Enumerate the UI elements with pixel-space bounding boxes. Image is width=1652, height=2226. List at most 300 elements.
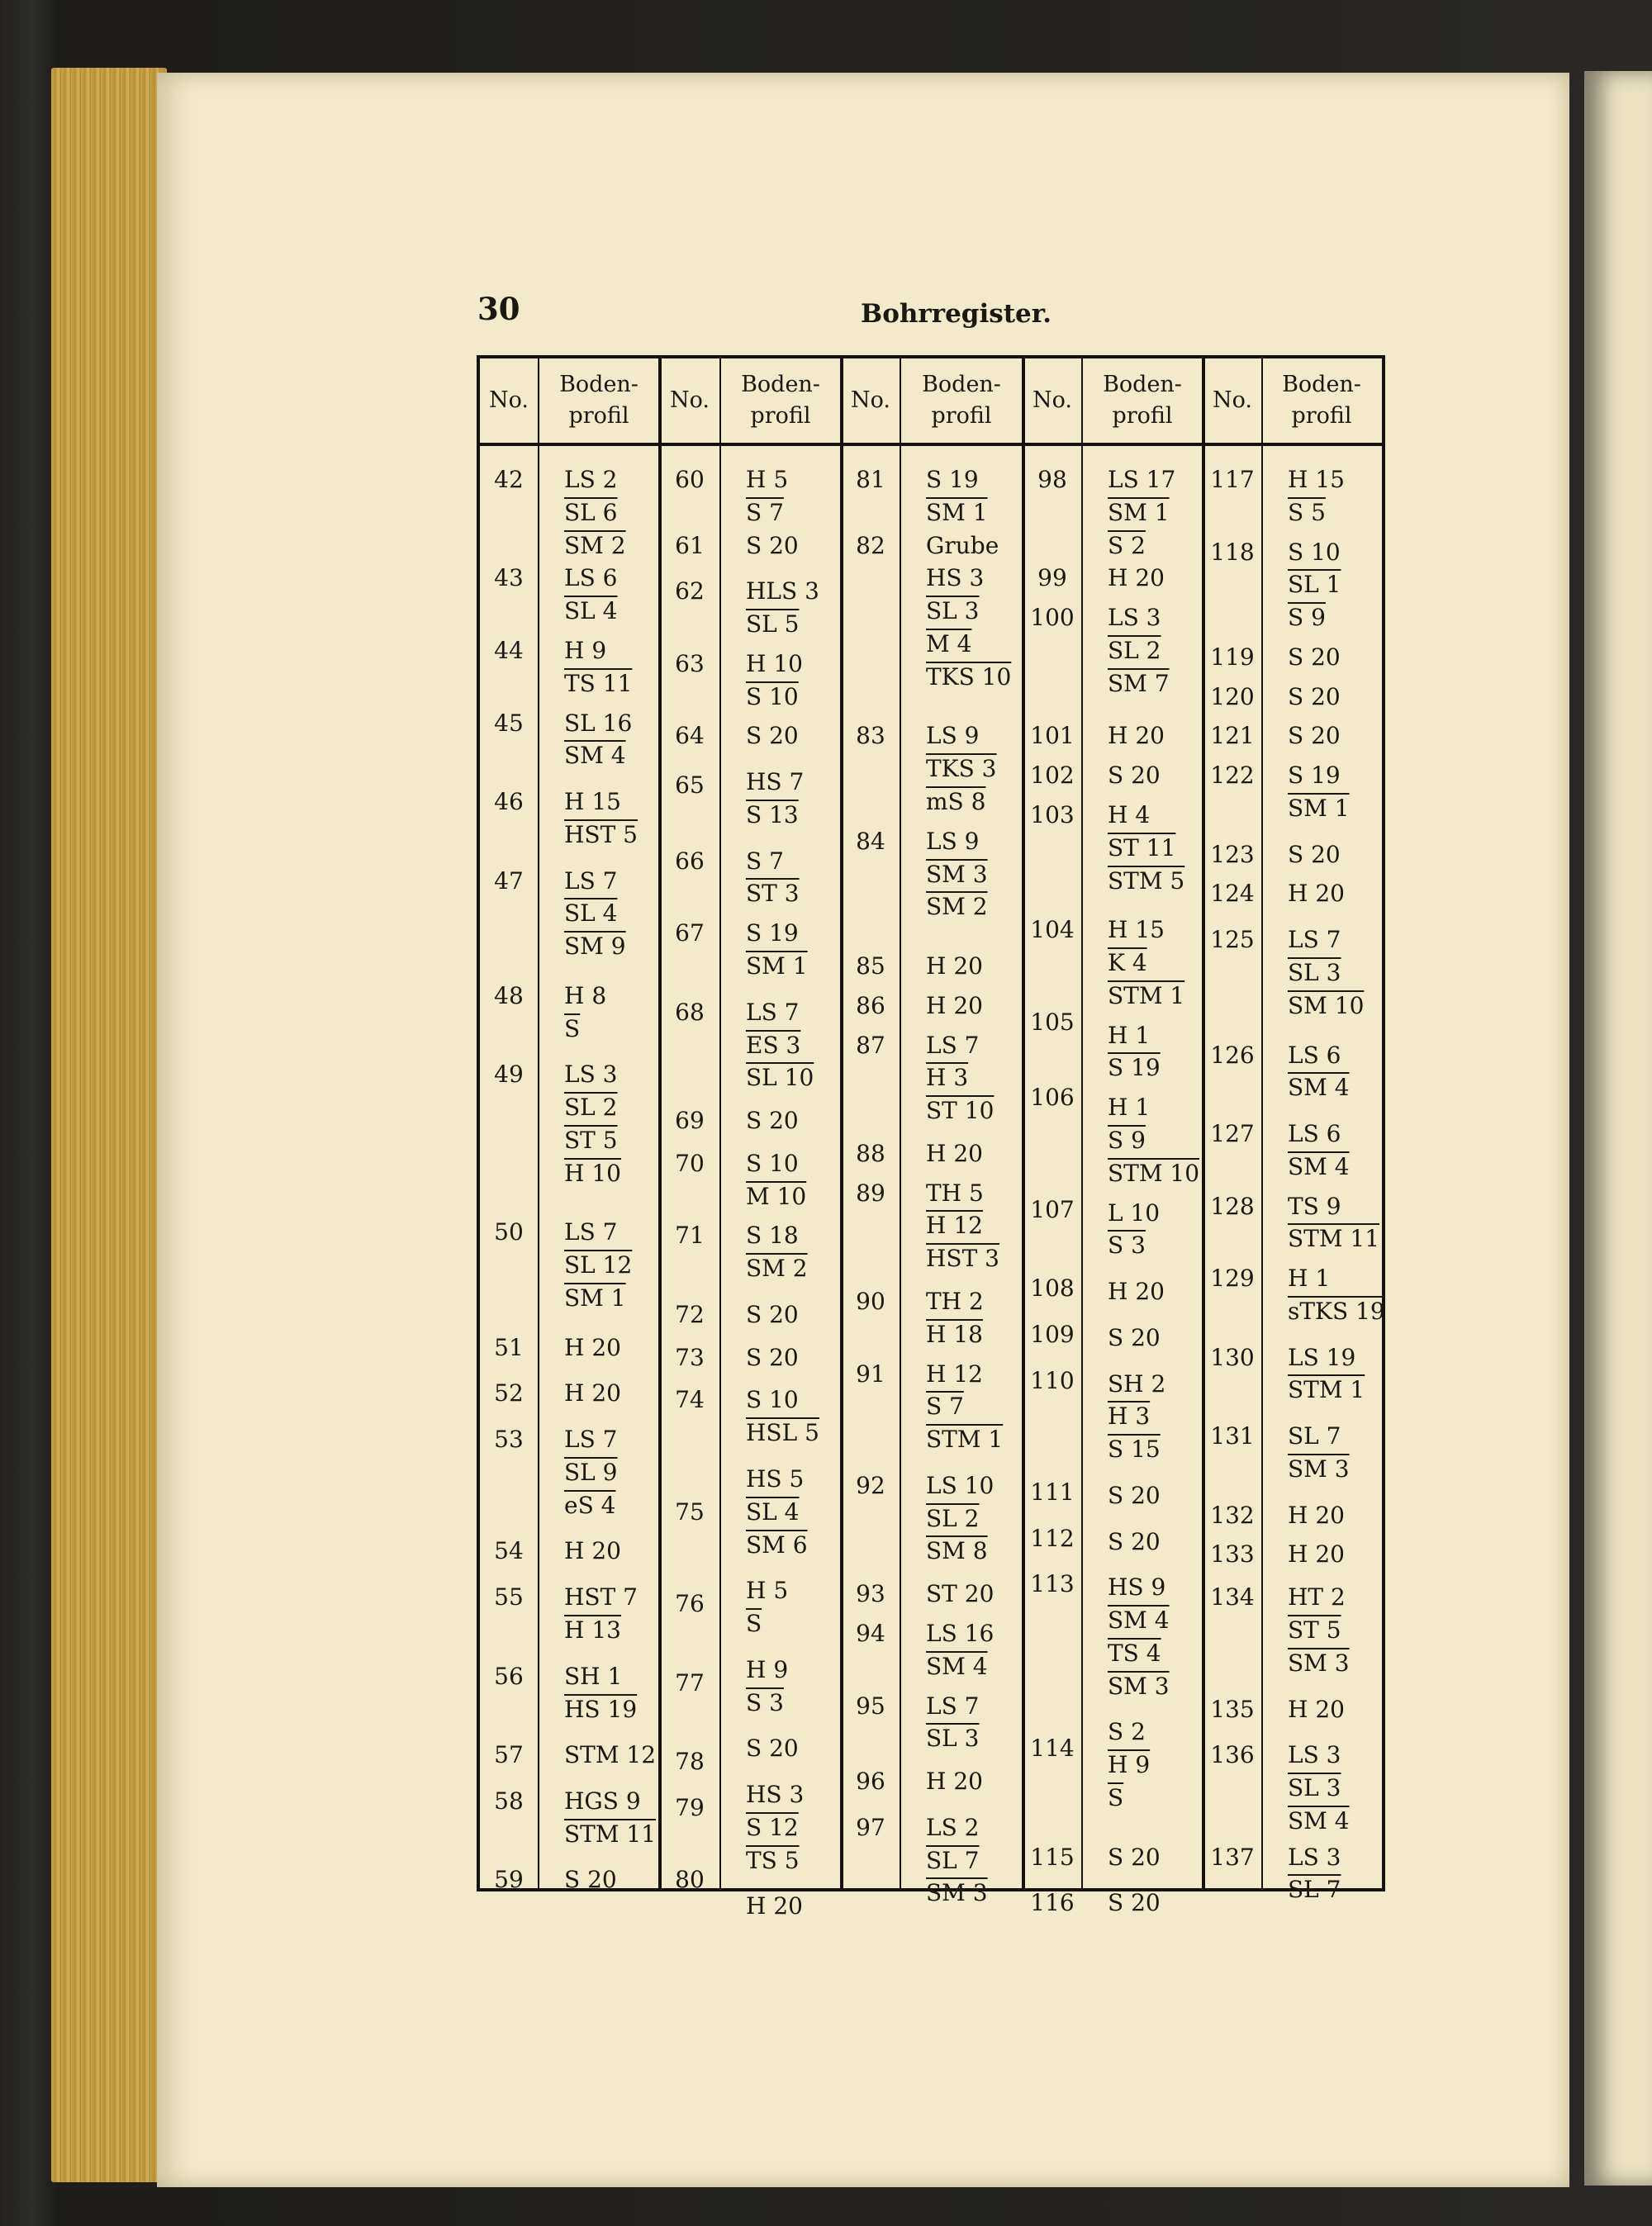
soil-profile-entry: LS 3 (1108, 604, 1161, 632)
soil-profile-entry: S 10 (1288, 538, 1341, 566)
soil-profile-entry: H 10 (564, 1159, 621, 1187)
soil-profile-entry: H 5 (746, 1577, 789, 1605)
soil-profile-entry: TH 5 (926, 1179, 984, 1207)
soil-profile-entry: LS 2 (926, 1813, 980, 1841)
soil-profile-entry: M 10 (746, 1182, 807, 1210)
header-bodenprofil: Boden- profil (1103, 372, 1182, 429)
boring-number: 71 (675, 1222, 705, 1250)
soil-profile-entry: STM 11 (1288, 1225, 1380, 1253)
soil-profile-entry: H 20 (926, 991, 983, 1019)
boring-number: 68 (675, 998, 705, 1026)
header-rule (480, 443, 1382, 446)
soil-profile-entry: HS 9 (1108, 1573, 1166, 1602)
soil-profile-entry: ST 3 (746, 880, 800, 908)
boring-number: 70 (675, 1149, 705, 1177)
soil-profile-entry: SM 4 (1288, 1806, 1350, 1834)
soil-profile-entry: LS 6 (1288, 1041, 1341, 1069)
soil-profile-entry: M 4 (926, 630, 972, 657)
column-rule (1081, 358, 1083, 1888)
boring-number: 96 (856, 1768, 885, 1796)
soil-profile-entry: SM 10 (1288, 991, 1365, 1019)
boring-number: 82 (856, 531, 885, 559)
soil-profile-entry: TS 11 (564, 669, 633, 697)
soil-profile-entry: SL 10 (746, 1064, 814, 1092)
soil-profile-entry: LS 7 (926, 1692, 980, 1720)
boring-number: 50 (494, 1218, 524, 1246)
soil-profile-entry: S 7 (746, 847, 784, 875)
soil-profile-entry: LS 9 (926, 827, 980, 855)
soil-profile-entry: S 20 (1288, 643, 1341, 671)
boring-number: 49 (494, 1061, 524, 1089)
soil-profile-entry: LS 19 (1288, 1343, 1356, 1371)
soil-profile-entry: H 20 (1108, 722, 1165, 750)
boring-number: 135 (1210, 1695, 1255, 1723)
soil-profile-entry: SM 1 (926, 498, 988, 526)
soil-profile-entry: SM 1 (1108, 498, 1170, 526)
boring-number: 121 (1210, 722, 1255, 750)
boring-number: 48 (494, 981, 524, 1009)
boring-number: 102 (1030, 762, 1075, 790)
soil-profile-entry: HS 3 (926, 564, 985, 592)
soil-profile-entry: S 3 (746, 1688, 784, 1716)
soil-profile-entry: S 10 (746, 1386, 799, 1414)
soil-profile-entry: H 20 (746, 1892, 803, 1920)
boring-number: 93 (856, 1580, 885, 1608)
header-bodenprofil: Boden- profil (922, 372, 1001, 429)
column-rule (900, 358, 901, 1888)
soil-profile-entry: S 19 (1288, 762, 1341, 790)
soil-profile-entry: S 19 (1108, 1054, 1161, 1082)
boring-number: 126 (1210, 1041, 1255, 1069)
soil-profile-entry: LS 7 (926, 1031, 980, 1059)
boring-number: 55 (494, 1583, 524, 1611)
soil-profile-entry: LS 6 (564, 564, 618, 592)
soil-profile-entry: S 10 (746, 682, 799, 710)
boring-number: 107 (1030, 1195, 1075, 1223)
soil-profile-entry: $\overline{S}$ (1108, 1783, 1124, 1811)
soil-profile-entry: ST 10 (926, 1097, 995, 1125)
soil-profile-entry: SM 1 (746, 952, 808, 980)
soil-profile-entry: S 5 (1288, 498, 1326, 526)
soil-profile-entry: H 20 (926, 1139, 983, 1167)
boring-number: 122 (1210, 762, 1255, 790)
soil-profile-entry: LS 16 (926, 1619, 995, 1647)
soil-profile-entry: SL 1 (1288, 571, 1341, 599)
soil-profile-entry: S 7 (926, 1393, 964, 1421)
soil-profile-entry: SM 3 (926, 860, 988, 888)
soil-profile-entry: SL 3 (1288, 1774, 1341, 1802)
boring-number: 75 (675, 1497, 705, 1526)
soil-profile-entry: SL 3 (926, 1725, 980, 1753)
soil-profile-entry: S 20 (1108, 1889, 1161, 1917)
soil-profile-entry: S 20 (746, 722, 799, 750)
soil-profile-entry: H 20 (926, 1768, 983, 1796)
boring-number: 67 (675, 919, 705, 947)
boring-number: 42 (494, 466, 524, 493)
boring-number: 60 (675, 466, 705, 493)
soil-profile-entry: H 20 (564, 1537, 621, 1565)
soil-profile-entry: S 20 (746, 1343, 799, 1371)
boring-number: 85 (856, 952, 885, 980)
soil-profile-entry: LS 2 (564, 466, 618, 493)
soil-profile-entry: S 20 (1108, 1481, 1161, 1509)
soil-profile-entry: ST 20 (926, 1580, 995, 1608)
soil-profile-entry: ST 5 (1288, 1616, 1341, 1644)
soil-profile-entry: TS 5 (746, 1846, 800, 1874)
boring-number: 130 (1210, 1343, 1255, 1371)
soil-profile-entry: S 18 (746, 1222, 799, 1250)
soil-profile-entry: SM 1 (1288, 795, 1350, 822)
soil-profile-entry: SM 4 (1288, 1152, 1350, 1180)
soil-profile-entry: H 20 (1288, 880, 1345, 908)
boring-number: 73 (675, 1343, 705, 1371)
boring-number: 65 (675, 771, 705, 800)
boring-number: 74 (675, 1386, 705, 1414)
header-no: No. (670, 387, 710, 414)
soil-profile-entry: H 15 (1288, 466, 1345, 493)
soil-profile-entry: H 15 (1108, 916, 1165, 944)
boring-number: 136 (1210, 1741, 1255, 1769)
soil-profile-entry: LS 10 (926, 1471, 995, 1499)
boring-number: 94 (856, 1619, 885, 1647)
running-head: Bohrregister. (861, 299, 1052, 329)
soil-profile-entry: SL 9 (564, 1458, 618, 1486)
soil-profile-entry: S 20 (1108, 762, 1161, 790)
soil-profile-entry: SM 4 (1108, 1607, 1170, 1635)
soil-profile-entry: HST 5 (564, 820, 638, 848)
soil-profile-entry: SM 6 (746, 1531, 808, 1559)
boring-number: 59 (494, 1866, 524, 1894)
boring-number: 80 (675, 1866, 705, 1894)
soil-profile-entry: SM 4 (1288, 1074, 1350, 1102)
soil-profile-entry: LS 7 (564, 1218, 618, 1246)
soil-profile-entry: S 20 (746, 1107, 799, 1135)
boring-number: 132 (1210, 1501, 1255, 1529)
soil-profile-entry: TKS 10 (926, 662, 1012, 691)
soil-profile-entry: S 20 (564, 1866, 617, 1894)
bohrregister-table (477, 355, 1385, 1920)
soil-profile-entry: SL 2 (926, 1504, 980, 1532)
page-number: 30 (477, 291, 520, 327)
boring-number: 69 (675, 1107, 705, 1135)
soil-profile-entry: HS 3 (746, 1781, 805, 1808)
soil-profile-entry: H 3 (926, 1064, 969, 1092)
boring-number: 118 (1210, 538, 1255, 566)
soil-profile-entry: H 20 (564, 1379, 621, 1407)
boring-number: 125 (1210, 926, 1255, 954)
boring-number: 106 (1030, 1084, 1075, 1112)
soil-profile-entry: H 10 (746, 649, 803, 677)
soil-profile-entry: S 3 (1108, 1232, 1146, 1260)
boring-number: 64 (675, 722, 705, 750)
soil-profile-entry: HGS 9 (564, 1787, 641, 1815)
boring-number: 111 (1030, 1478, 1075, 1506)
soil-profile-entry: SM 4 (564, 742, 626, 770)
soil-profile-entry: SL 6 (564, 498, 618, 526)
soil-profile-entry: mS 8 (926, 788, 986, 816)
soil-profile-entry: S 19 (746, 919, 799, 947)
soil-profile-entry: LS 7 (1288, 926, 1341, 954)
soil-profile-entry: ST 11 (1108, 833, 1176, 861)
soil-profile-entry: $\overline{S}$ (746, 1610, 762, 1638)
soil-profile-entry: SL 4 (564, 899, 618, 928)
boring-number: 100 (1030, 604, 1075, 632)
soil-profile-entry: S 2 (1108, 1718, 1146, 1746)
header-bodenprofil: Boden- profil (559, 372, 638, 429)
boring-number: 127 (1210, 1120, 1255, 1148)
soil-profile-entry: STM 1 (1288, 1376, 1365, 1404)
soil-profile-entry: H 9 (564, 636, 607, 664)
soil-profile-entry: STM 1 (1108, 981, 1185, 1009)
boring-number: 108 (1030, 1274, 1075, 1303)
boring-number: 129 (1210, 1265, 1255, 1293)
soil-profile-entry: H 20 (1108, 1278, 1165, 1306)
boring-number: 98 (1037, 466, 1067, 493)
boring-number: 112 (1030, 1524, 1075, 1552)
boring-number: 114 (1030, 1735, 1075, 1763)
soil-profile-entry: TH 2 (926, 1288, 984, 1315)
boring-number: 124 (1210, 880, 1255, 908)
soil-profile-entry: TKS 3 (926, 755, 997, 783)
soil-profile-entry: H 1 (1288, 1265, 1331, 1293)
soil-profile-entry: LS 3 (564, 1061, 618, 1089)
soil-profile-entry: SL 5 (746, 610, 800, 638)
soil-profile-entry: HSL 5 (746, 1419, 819, 1447)
soil-profile-entry: SL 7 (1288, 1422, 1341, 1450)
facing-page-edge (1584, 71, 1652, 2186)
soil-profile-entry: SL 7 (926, 1846, 980, 1874)
boring-number: 117 (1210, 466, 1255, 493)
soil-profile-entry: STM 11 (564, 1820, 657, 1848)
soil-profile-entry: H 15 (564, 788, 621, 816)
boring-number: 123 (1210, 840, 1255, 868)
soil-profile-entry: S 9 (1288, 604, 1326, 632)
soil-profile-entry: HLS 3 (746, 577, 819, 605)
soil-profile-entry: STM 5 (1108, 866, 1185, 895)
soil-profile-entry: LS 7 (564, 866, 618, 895)
boring-number: 77 (675, 1668, 705, 1697)
soil-profile-entry: HST 7 (564, 1583, 638, 1611)
boring-number: 58 (494, 1787, 524, 1815)
soil-profile-entry: HST 3 (926, 1245, 999, 1273)
soil-profile-entry: LS 3 (1288, 1741, 1341, 1769)
soil-profile-entry: H 3 (1108, 1403, 1151, 1431)
boring-number: 133 (1210, 1540, 1255, 1569)
soil-profile-entry: SL 4 (746, 1497, 800, 1526)
boring-number: 63 (675, 649, 705, 677)
soil-profile-entry: SL 4 (564, 597, 618, 625)
soil-profile-entry: SM 7 (1108, 669, 1170, 697)
soil-profile-entry: S 12 (746, 1813, 799, 1841)
boring-number: 51 (494, 1333, 524, 1361)
soil-profile-entry: SH 2 (1108, 1369, 1166, 1398)
boring-number: 43 (494, 564, 524, 592)
boring-number: 66 (675, 847, 705, 875)
soil-profile-entry: TS 4 (1108, 1639, 1161, 1667)
soil-profile-entry: S 20 (746, 531, 799, 559)
soil-profile-entry: S 20 (1108, 1843, 1161, 1871)
soil-profile-entry: SM 3 (926, 1879, 988, 1907)
boring-number: 115 (1030, 1843, 1075, 1871)
soil-profile-entry: S 15 (1108, 1436, 1161, 1464)
boring-number: 90 (856, 1288, 885, 1315)
column-rule (1261, 358, 1263, 1888)
boring-number: 92 (856, 1471, 885, 1499)
soil-profile-entry: HS 19 (564, 1695, 638, 1723)
boring-number: 81 (856, 466, 885, 493)
soil-profile-entry: TS 9 (1288, 1192, 1341, 1220)
header-bodenprofil: Boden- profil (1282, 372, 1361, 429)
boring-number: 52 (494, 1379, 524, 1407)
soil-profile-entry: ST 5 (564, 1126, 618, 1154)
boring-number: 131 (1210, 1422, 1255, 1450)
soil-profile-entry: SL 16 (564, 709, 633, 737)
boring-number: 47 (494, 866, 524, 895)
boring-number: 57 (494, 1741, 524, 1769)
soil-profile-entry: SL 7 (1288, 1876, 1341, 1904)
soil-profile-entry: S 7 (746, 498, 784, 526)
page-edges (51, 68, 167, 2182)
soil-profile-entry: S 9 (1108, 1126, 1146, 1154)
boring-number: 88 (856, 1139, 885, 1167)
soil-profile-entry: H 8 (564, 981, 607, 1009)
boring-number: 97 (856, 1813, 885, 1841)
soil-profile-entry: H 5 (746, 466, 789, 493)
soil-profile-entry: S 20 (1108, 1527, 1161, 1555)
boring-number: 101 (1030, 722, 1075, 750)
boring-number: 83 (856, 722, 885, 750)
soil-profile-entry: STM 1 (926, 1426, 1004, 1454)
column-rule (538, 358, 539, 1888)
soil-profile-entry: HT 2 (1288, 1583, 1346, 1611)
soil-profile-entry: SM 2 (926, 893, 988, 921)
soil-profile-entry: S 20 (1288, 722, 1341, 750)
boring-number: 53 (494, 1426, 524, 1454)
soil-profile-entry: STM 10 (1108, 1159, 1200, 1187)
soil-profile-entry: H 18 (926, 1320, 983, 1348)
boring-number: 91 (856, 1360, 885, 1388)
boring-number: 79 (675, 1793, 705, 1821)
soil-profile-entry: H 13 (564, 1616, 621, 1644)
soil-profile-entry: STM 12 (564, 1741, 657, 1769)
boring-number: 99 (1037, 564, 1067, 592)
boring-number: 95 (856, 1692, 885, 1720)
header-no: No. (1032, 387, 1072, 414)
boring-number: 113 (1030, 1570, 1075, 1598)
soil-profile-entry: K 4 (1108, 949, 1147, 977)
soil-profile-entry: SL 12 (564, 1251, 633, 1279)
soil-profile-entry: S 2 (1108, 531, 1146, 559)
header-no: No. (1213, 387, 1252, 414)
boring-number: 78 (675, 1748, 705, 1776)
group-rule (840, 358, 843, 1888)
soil-profile-entry: $\overline{S}$ (564, 1014, 581, 1042)
soil-profile-entry: Grube (926, 531, 999, 559)
soil-profile-entry: S 20 (1288, 682, 1341, 710)
soil-profile-entry: LS 7 (746, 998, 800, 1026)
boring-number: 89 (856, 1179, 885, 1207)
boring-number: 62 (675, 577, 705, 605)
boring-number: 109 (1030, 1320, 1075, 1348)
soil-profile-entry: LS 7 (564, 1426, 618, 1454)
soil-profile-entry: L 10 (1108, 1198, 1161, 1227)
soil-profile-entry: S 19 (926, 466, 979, 493)
soil-profile-entry: SM 9 (564, 933, 626, 961)
soil-profile-entry: SM 4 (926, 1652, 988, 1680)
soil-profile-entry: ES 3 (746, 1031, 801, 1059)
boring-number: 104 (1030, 916, 1075, 944)
soil-profile-entry: SM 3 (1288, 1455, 1350, 1483)
boring-number: 87 (856, 1031, 885, 1059)
soil-profile-entry: LS 9 (926, 722, 980, 750)
soil-profile-entry: SM 1 (564, 1284, 626, 1312)
soil-profile-entry: sTKS 19 (1288, 1297, 1385, 1325)
soil-profile-entry: LS 6 (1288, 1120, 1341, 1148)
soil-profile-entry: S 10 (746, 1149, 799, 1177)
soil-profile-entry: H 20 (1288, 1540, 1345, 1569)
header-bodenprofil: Boden- profil (741, 372, 820, 429)
boring-number: 128 (1210, 1192, 1255, 1220)
soil-profile-entry: LS 3 (1288, 1843, 1341, 1871)
boring-number: 110 (1030, 1366, 1075, 1394)
soil-profile-entry: H 20 (1288, 1501, 1345, 1529)
soil-profile-entry: S 20 (1108, 1323, 1161, 1351)
soil-profile-entry: H 9 (1108, 1751, 1151, 1779)
boring-number: 105 (1030, 1008, 1075, 1036)
soil-profile-entry: SM 2 (564, 531, 626, 559)
soil-profile-entry: SM 3 (1108, 1672, 1170, 1700)
soil-profile-entry: H 20 (1108, 564, 1165, 592)
boring-number: 54 (494, 1537, 524, 1565)
boring-number: 76 (675, 1590, 705, 1618)
soil-profile-entry: SL 2 (1108, 636, 1161, 664)
soil-profile-entry: H 20 (926, 952, 983, 980)
soil-profile-entry: H 20 (1288, 1695, 1345, 1723)
soil-profile-entry: H 4 (1108, 800, 1151, 828)
soil-profile-entry: SM 8 (926, 1537, 988, 1565)
boring-number: 120 (1210, 682, 1255, 710)
soil-profile-entry: H 9 (746, 1655, 789, 1683)
boring-number: 84 (856, 827, 885, 855)
soil-profile-entry: H 12 (926, 1212, 983, 1240)
header-no: No. (489, 387, 529, 414)
soil-profile-entry: SL 3 (1288, 959, 1341, 986)
soil-profile-entry: HS 7 (746, 768, 805, 796)
boring-number: 137 (1210, 1843, 1255, 1871)
boring-number: 46 (494, 788, 524, 816)
soil-profile-entry: S 20 (746, 1735, 799, 1763)
boring-number: 119 (1210, 643, 1255, 671)
soil-profile-entry: LS 17 (1108, 466, 1176, 493)
boring-number: 72 (675, 1300, 705, 1328)
boring-number: 44 (494, 636, 524, 664)
boring-number: 116 (1030, 1889, 1075, 1917)
soil-profile-entry: H 20 (564, 1333, 621, 1361)
soil-profile-entry: H 1 (1108, 1094, 1151, 1122)
soil-profile-entry: H 1 (1108, 1021, 1151, 1049)
soil-profile-entry: SL 3 (926, 597, 980, 625)
boring-number: 61 (675, 531, 705, 559)
boring-number: 56 (494, 1662, 524, 1690)
soil-profile-entry: S 13 (746, 800, 799, 828)
soil-profile-entry: S 20 (1288, 840, 1341, 868)
boring-number: 86 (856, 991, 885, 1019)
soil-profile-entry: SH 1 (564, 1662, 623, 1690)
boring-number: 103 (1030, 800, 1075, 828)
soil-profile-entry: S 20 (746, 1300, 799, 1328)
boring-number: 45 (494, 709, 524, 737)
soil-profile-entry: SM 2 (746, 1255, 808, 1283)
